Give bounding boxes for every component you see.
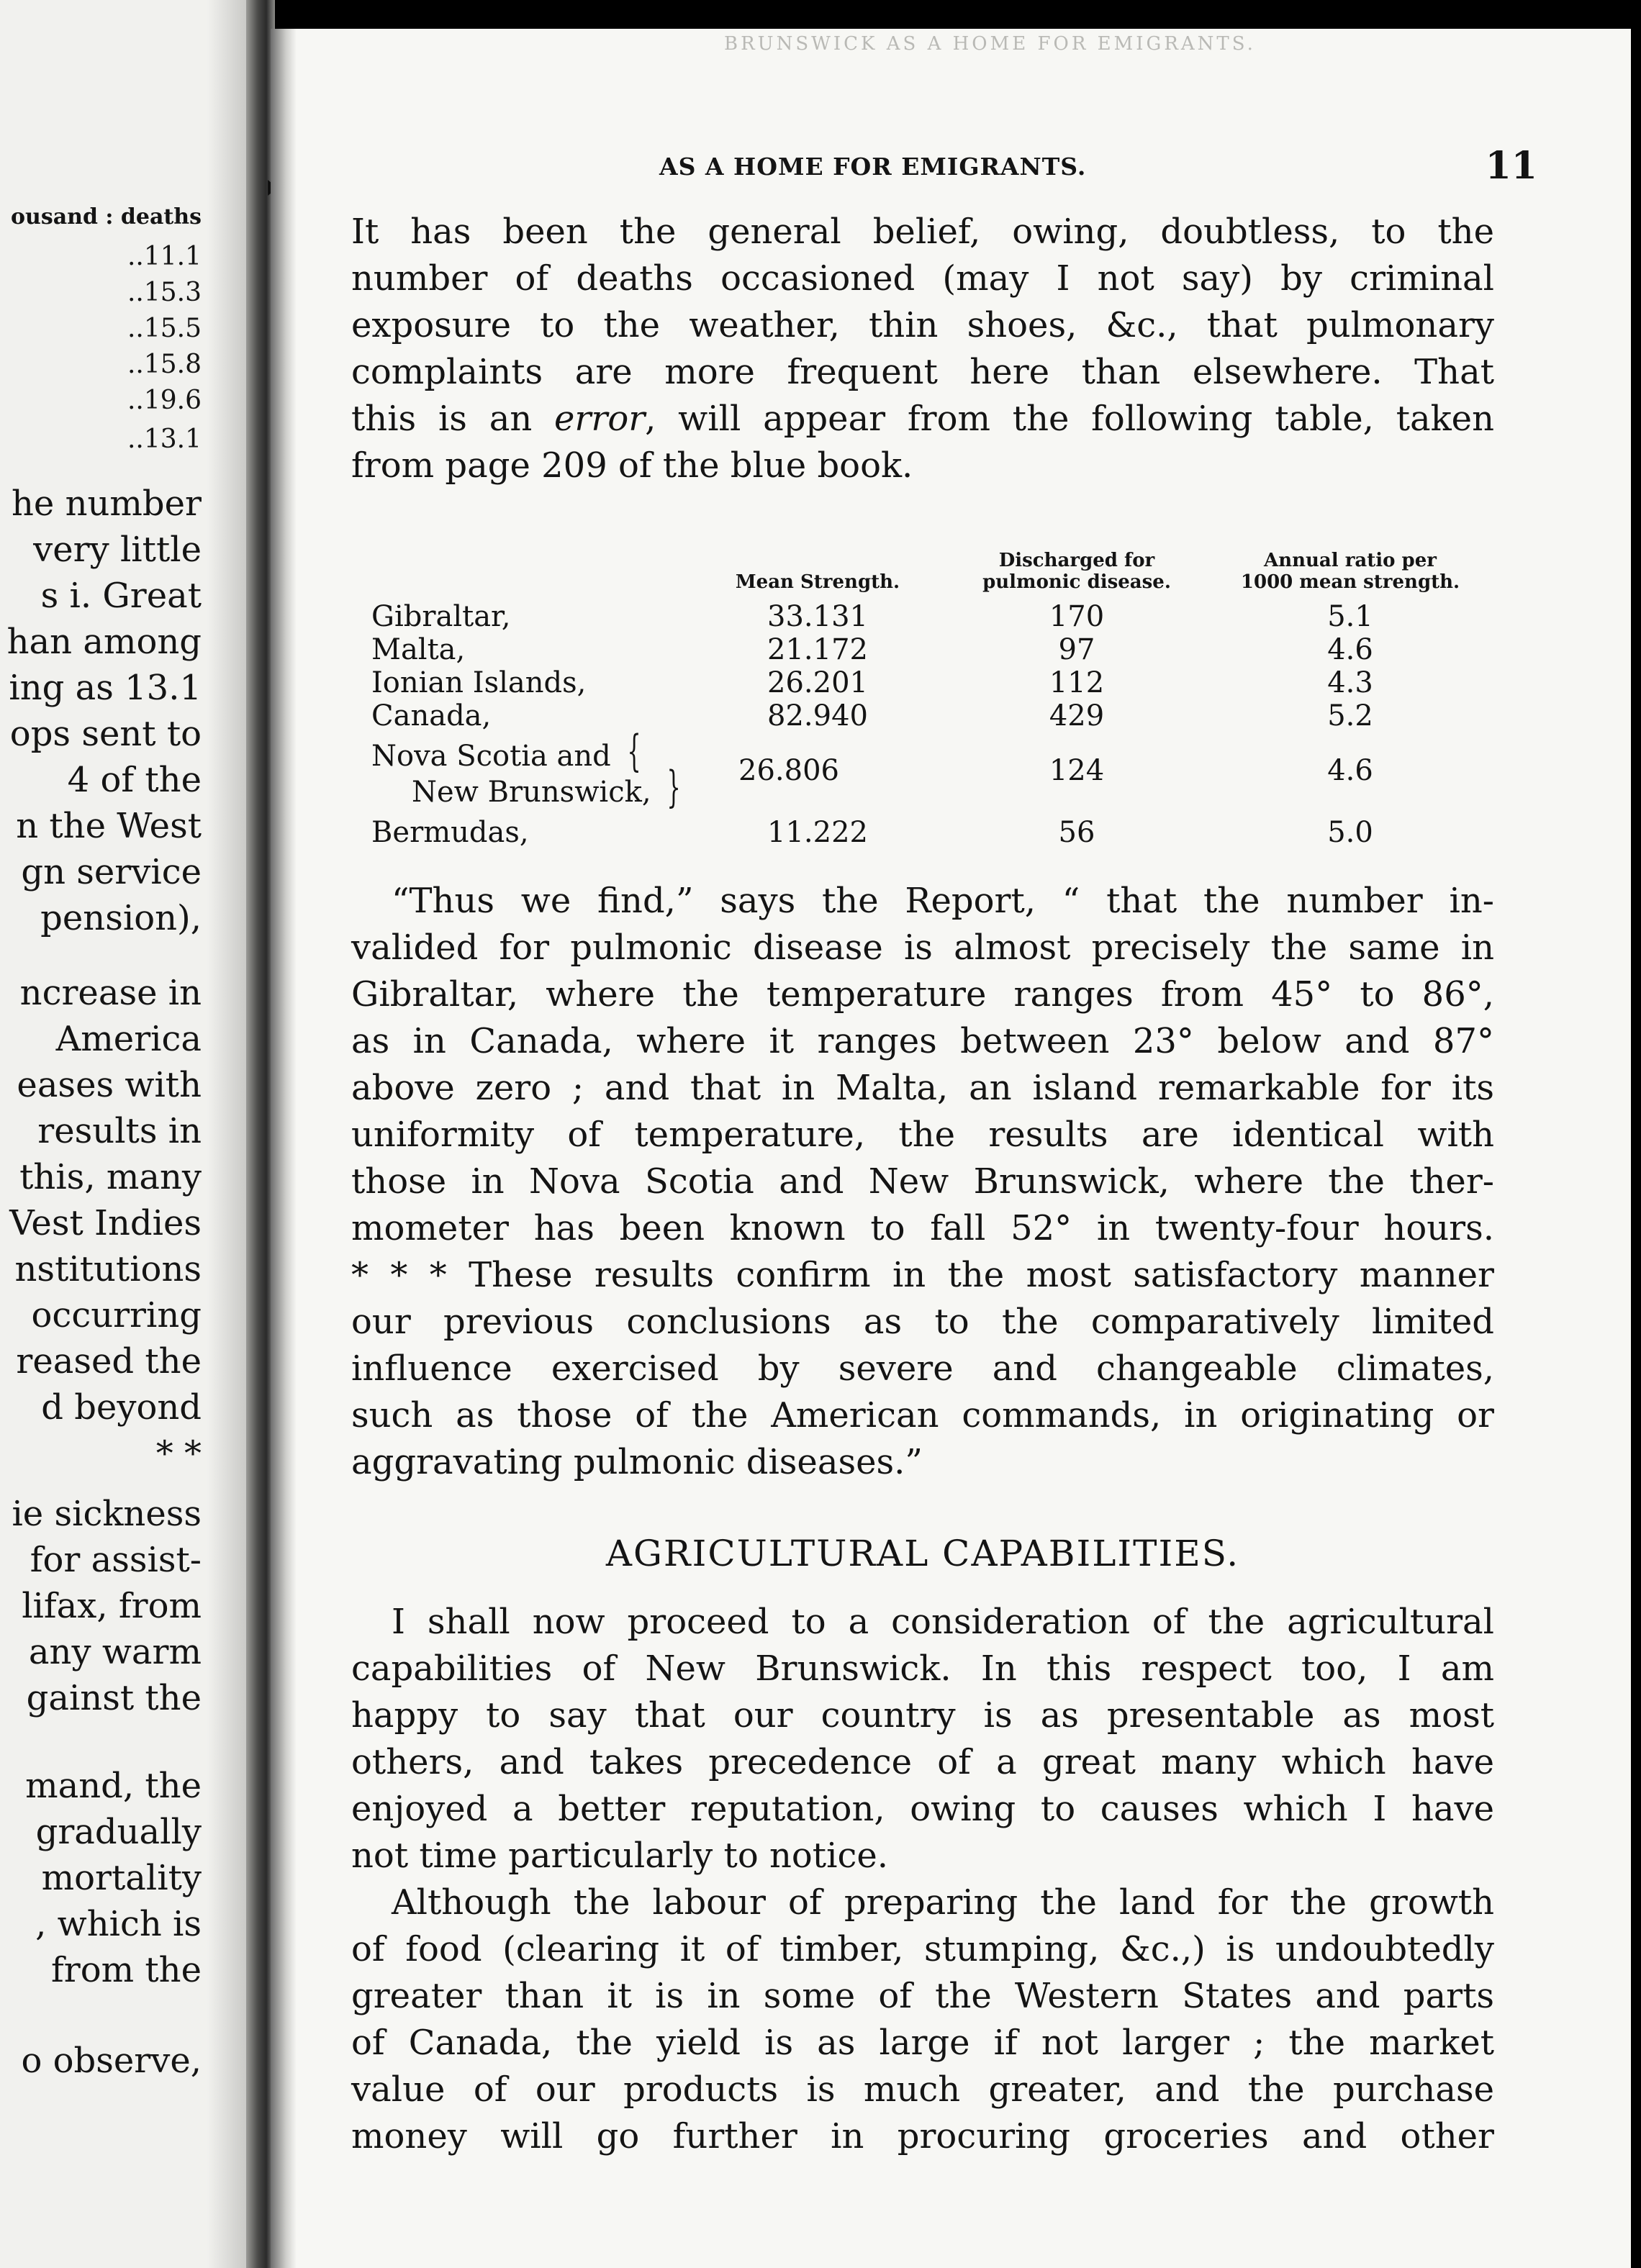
facing-page <box>0 0 259 2268</box>
cell-place: Gibraltar, <box>371 600 511 633</box>
agricultural-paragraph-1 <box>351 1599 1494 1879</box>
header-text: pulmonic disease. <box>982 571 1171 593</box>
cell-place: Malta, <box>371 633 466 666</box>
text-line: of Canada, the yield is as large if not larger ; the market <box>351 2023 1494 2063</box>
table-row <box>371 699 1494 732</box>
cell-ratio: 4.6 <box>1327 754 1373 787</box>
intro-paragraph <box>351 209 1494 489</box>
facing-line: o observe, <box>21 2041 202 2081</box>
column-header-discharged <box>947 550 1206 600</box>
page-number: 11 <box>1485 144 1537 188</box>
column-header-ratio <box>1206 550 1494 600</box>
facing-line: nstitutions <box>14 1249 202 1289</box>
table-row <box>371 633 1494 666</box>
facing-line: ousand : deaths <box>11 204 202 230</box>
cell-place: Bermudas, <box>371 816 529 849</box>
text-line: not time particularly to notice. <box>351 1836 888 1876</box>
cell-discharged: 56 <box>1058 816 1095 849</box>
brace-glyph: { <box>627 726 641 776</box>
facing-line: ..15.5 <box>127 314 202 343</box>
facing-line: eases with <box>17 1065 202 1105</box>
running-head: AS A HOME FOR EMIGRANTS. <box>659 153 1087 181</box>
cell-ratio: 4.3 <box>1327 666 1373 699</box>
emphasis: error <box>554 399 646 439</box>
facing-line: ..15.3 <box>127 278 202 307</box>
text-line: “Thus we find,” says the Report, “ that the number in- <box>392 881 1494 921</box>
text-line: of food (clearing it of timber, stumping, &c.,) is undoubtedly <box>351 1929 1494 1969</box>
facing-line: gn service <box>21 852 202 892</box>
cell-discharged: 429 <box>1049 699 1105 732</box>
text-line: Although the labour of preparing the land for the growth <box>392 1882 1494 1923</box>
text-line: happy to say that our country is as presentable as most <box>351 1695 1494 1736</box>
facing-line: , which is <box>35 1904 202 1944</box>
facing-line: ..13.1 <box>127 425 202 454</box>
facing-line: * * <box>155 1433 202 1474</box>
header-text: Annual ratio per <box>1264 550 1437 571</box>
facing-line: pension), <box>40 898 202 938</box>
cell-mean: 26.201 <box>767 666 868 699</box>
column-header-place <box>371 550 688 600</box>
text-line: greater than it is in some of the Western States and parts <box>351 1976 1494 2016</box>
facing-line: from the <box>51 1950 202 1990</box>
table-row <box>371 809 1494 849</box>
facing-line: this, many <box>19 1157 202 1197</box>
brace-glyph: } <box>666 762 681 812</box>
facing-line: Vest Indies <box>9 1203 202 1243</box>
place-line: Nova Scotia and <box>371 740 611 773</box>
facing-line: ..11.1 <box>127 242 202 271</box>
facing-line: 4 of the <box>67 760 202 800</box>
table-header-row <box>371 550 1494 600</box>
section-heading: AGRICULTURAL CAPABILITIES. <box>605 1533 1240 1574</box>
cell-mean: 33.131 <box>767 600 868 633</box>
text-line: mometer has been known to fall 52° in twenty-four hours. <box>351 1208 1494 1248</box>
text-line: above zero ; and that in Malta, an island remarkable for its <box>351 1068 1494 1108</box>
column-header-mean <box>688 550 947 600</box>
header-text: 1000 mean strength. <box>1240 571 1460 593</box>
gutter-shadow <box>271 29 297 2268</box>
text-line: our previous conclusions as to the comparatively limited <box>351 1302 1494 1342</box>
facing-line: he number <box>12 484 202 524</box>
facing-line: n the West <box>16 806 202 846</box>
text-line: such as those of the American commands, in originating or <box>351 1395 1494 1435</box>
table-row <box>371 666 1494 699</box>
text-line: others, and takes precedence of a great many which have <box>351 1742 1494 1782</box>
text-line: I shall now proceed to a consideration of the agricultural <box>392 1602 1494 1642</box>
cell-mean: 82.940 <box>767 699 868 732</box>
facing-line: reased the <box>16 1341 202 1382</box>
text-line: from page 209 of the blue book. <box>351 445 913 486</box>
facing-line: for assist- <box>30 1540 202 1580</box>
facing-line: ing as 13.1 <box>9 668 202 708</box>
facing-line: ops sent to <box>9 714 202 754</box>
facing-line: ..19.6 <box>127 386 202 415</box>
text-line: capabilities of New Brunswick. In this respect too, I am <box>351 1648 1494 1689</box>
table-row <box>371 732 1494 809</box>
table-row <box>371 600 1494 633</box>
facing-line: occurring <box>31 1295 202 1335</box>
header-text: Discharged for <box>998 550 1155 571</box>
cell-place: Ionian Islands, <box>371 666 587 699</box>
text-line: uniformity of temperature, the results are identical with <box>351 1115 1494 1155</box>
cell-ratio: 5.0 <box>1327 816 1373 849</box>
facing-line: lifax, from <box>22 1586 202 1626</box>
cell-discharged: 170 <box>1049 600 1105 633</box>
place-line: New Brunswick, <box>412 776 651 809</box>
cell-place: Canada, <box>371 699 492 732</box>
text-line <box>351 396 1494 443</box>
facing-line: han among <box>6 622 202 662</box>
cell-place <box>371 726 688 812</box>
book-page <box>271 29 1631 2268</box>
facing-line: mand, the <box>25 1766 202 1806</box>
text-fragment: this is an <box>351 399 555 439</box>
cell-discharged: 124 <box>1049 754 1105 787</box>
facing-line: any warm <box>28 1632 202 1672</box>
text-line: exposure to the weather, thin shoes, &c., that pulmonary <box>351 305 1494 345</box>
header-text: Mean Strength. <box>735 571 900 593</box>
bleed-through-text: BRUNSWICK AS A HOME FOR EMIGRANTS. <box>724 33 1256 55</box>
facing-line: very little <box>33 530 202 570</box>
cell-discharged: 97 <box>1058 633 1095 666</box>
text-line: those in Nova Scotia and New Brunswick, where the ther- <box>351 1161 1494 1202</box>
text-line: valided for pulmonic disease is almost precisely the same in <box>351 927 1494 968</box>
text-line: value of our products is much greater, and the purchase <box>351 2069 1494 2110</box>
facing-line: ncrease in <box>19 973 202 1013</box>
report-quote-paragraph <box>351 878 1494 1486</box>
text-line: money will go further in procuring groceries and other <box>351 2116 1494 2156</box>
cell-mean: 26.806 <box>738 754 839 787</box>
text-line: influence exercised by severe and changeable climates, <box>351 1348 1494 1389</box>
facing-line: s i. Great <box>40 576 202 616</box>
text-line: complaints are more frequent here than elsewhere. That <box>351 352 1494 392</box>
text-line: Gibraltar, where the temperature ranges from 45° to 86°, <box>351 974 1494 1015</box>
facing-line: gradually <box>35 1812 202 1852</box>
text-line: aggravating pulmonic diseases.” <box>351 1442 923 1482</box>
cell-ratio: 5.2 <box>1327 699 1373 732</box>
facing-line: ..15.8 <box>127 350 202 379</box>
pulmonic-statistics-table <box>371 550 1494 849</box>
facing-line: ie sickness <box>12 1494 202 1534</box>
cell-ratio: 4.6 <box>1327 633 1373 666</box>
text-line: enjoyed a better reputation, owing to causes which I have <box>351 1789 1494 1829</box>
cell-mean: 21.172 <box>767 633 868 666</box>
agricultural-paragraph-2 <box>351 1879 1494 2160</box>
cell-mean: 11.222 <box>767 816 868 849</box>
cell-discharged: 112 <box>1049 666 1105 699</box>
facing-line: d beyond <box>41 1387 202 1428</box>
text-line: as in Canada, where it ranges between 23° below and 87° <box>351 1021 1494 1061</box>
text-fragment: , will appear from the following table, taken <box>645 399 1495 439</box>
facing-line: America <box>55 1019 202 1059</box>
text-line: It has been the general belief, owing, doubtless, to the <box>351 212 1494 252</box>
facing-line: mortality <box>41 1858 202 1898</box>
text-line: number of deaths occasioned (may I not say) by criminal <box>351 258 1494 299</box>
text-line: * * * These results confirm in the most satisfactory manner <box>351 1255 1494 1295</box>
facing-line: results in <box>37 1111 202 1151</box>
facing-line: gainst the <box>26 1678 202 1718</box>
cell-ratio: 5.1 <box>1327 600 1373 633</box>
